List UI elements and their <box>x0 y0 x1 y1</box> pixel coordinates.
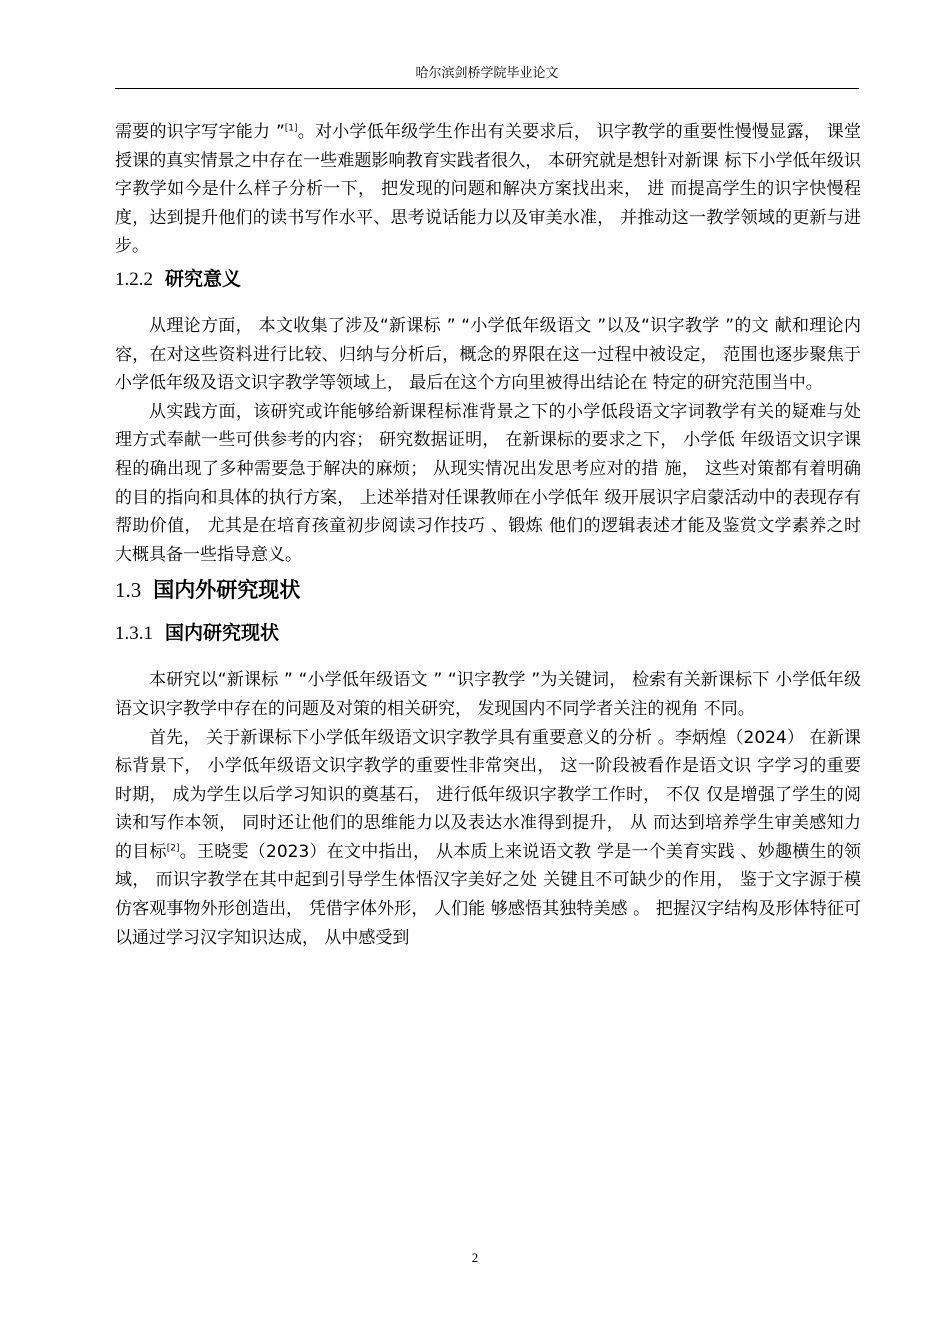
paragraph-intro-text-b: 。对小学低年级学生作出有关要求后， 识字教学的重要性慢慢显露， 课堂授课的真实情景之中存在一些难题影响教育实践者很久， 本研究就是想针对新课 标下小学低年级识字教学如今是什么样子分析一下， 把发现的问题和解决方案找出来， 进 而提高学生的识字快慢程度，达到提升他们的读书写作水平、思考说话能力以及审美水准， 并推动这一教学领域的更新与进步。 <box>115 122 861 257</box>
page-number: 2 <box>471 1250 479 1265</box>
section-heading-1-3 <box>115 569 861 615</box>
citation-ref: [1] <box>284 123 298 134</box>
paragraph-first-text-a: 首先， 关于新课标下小学低年级语文识字教学具有重要意义的分析 。李炳煌（2024） 在新课标背景下， 小学低年级语文识字教学的重要性非常突出， 这一阶段被看作是语文识 字学习的重要时期， 成为学生以后学习知识的奠基石， 进行低年级识字教学工作时， 不仅 仅是增强了学生的阅读和写作本领， 同时还让他们的思维能力以及表达水准得到提升， 从 而达到培养学生审美感知力的目标 <box>115 727 861 862</box>
section-heading-1-2-2 <box>115 261 861 312</box>
paragraph-practice: 从实践方面，该研究或许能够给新课程标准背景之下的小学低段语文字词教学有关的疑难与处理方式奉献一些可供参考的内容； 研究数据证明， 在新课标的要求之下， 小学低 年级语文识字课程的确出现了多种需要急于解决的麻烦； 从现实情况出发思考应对的措 施， 这些对策都有着明确的目的指向和具体的执行方案， 上述举措对任课教师在小学低年 级开展识字启蒙活动中的表现存有帮助价值， 尤其是在培育孩童初步阅读习作技巧 、锻炼 他们的逻辑表述才能及鉴赏文学素养之时大概具备一些指导意义。 <box>115 401 861 565</box>
paragraph-intro-continued <box>115 118 861 261</box>
section-title: 国内研究现状 <box>165 622 280 645</box>
page-header <box>115 64 859 89</box>
section-title: 研究意义 <box>165 267 242 290</box>
section-number: 1.3.1 <box>115 623 153 645</box>
section-title: 国内外研究现状 <box>153 578 301 603</box>
paragraph-first <box>115 724 861 953</box>
page-footer <box>0 1250 950 1266</box>
paragraph-first-text-b: 。王晓雯（2023）在文中指出， 从本质上来说语文教 学是一个美育实践 、妙趣横生的领域， 而识字教学在其中起到引导学生体悟汉字美好之处 关键且不可缺少的作用， 鉴于文字源于模仿客观事物外形创造出， 凭借字体外形， 人们能 够感悟其独特美感 。 把握汉字结构及形体特征可以通过学习汉字知识达成， 从中感受到 <box>115 841 862 948</box>
section-number: 1.2.2 <box>115 268 153 290</box>
paragraph-theory: 从理论方面， 本文收集了涉及“新课标 ” “小学低年级语文 ”以及“识字教学 ”的文 献和理论内容，在对这些资料进行比较、归纳与分析后，概念的界限在这一过程中被设定， 范围也逐步聚焦于小学低年级及语文识字教学等领域上， 最后在这个方向里被得出结论在 特定的研究范围当中。 <box>115 315 861 394</box>
document-body <box>115 118 861 952</box>
section-heading-1-3-1 <box>115 615 861 666</box>
paragraph-intro-text-a: 需要的识字写字能力 ” <box>115 122 285 142</box>
header-title: 哈尔滨剑桥学院毕业论文 <box>415 66 559 81</box>
section-number: 1.3 <box>115 578 142 603</box>
citation-ref: [2] <box>166 843 180 854</box>
paragraph-domestic: 本研究以“新课标 ” “小学低年级语文 ” “识字教学 ”为关键词， 检索有关新课标下 小学低年级语文识字教学中存在的问题及对策的相关研究， 发现国内不同学者关注的视角 不同。 <box>115 670 861 719</box>
